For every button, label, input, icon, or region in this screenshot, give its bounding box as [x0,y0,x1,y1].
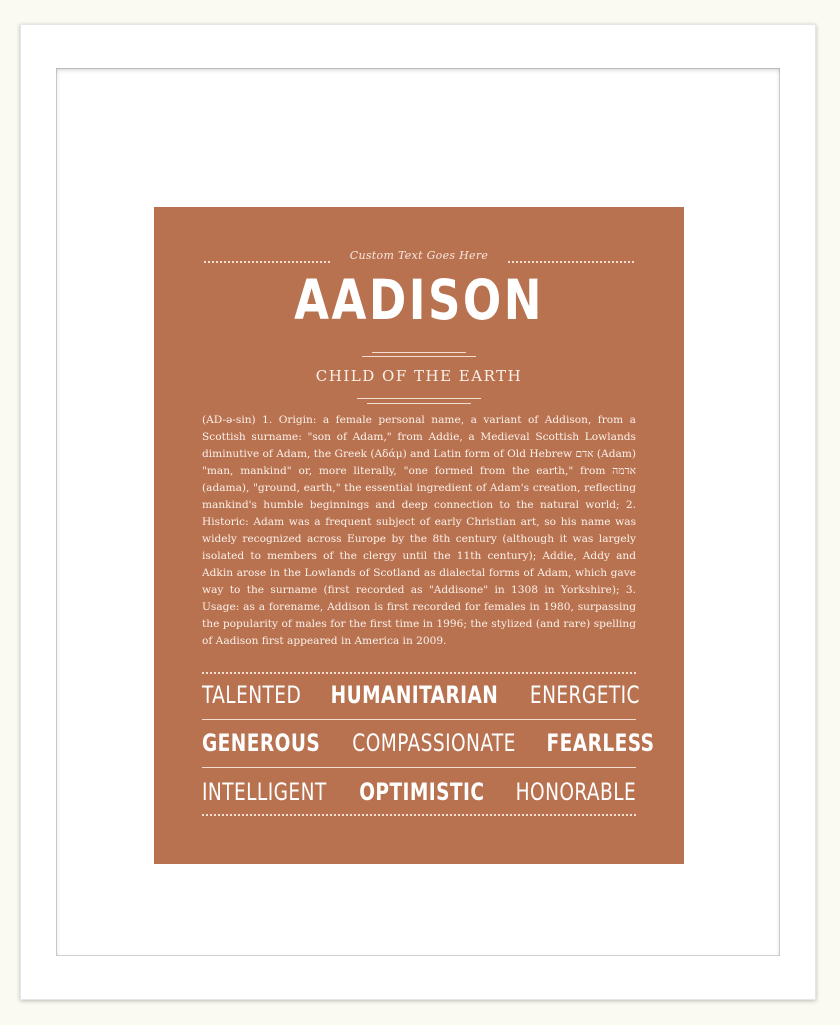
mat-board [56,68,780,956]
trait-word: TALENTED [202,681,302,709]
trait-separator [202,719,636,720]
dotted-divider-top [202,672,636,674]
name-print [154,207,684,864]
trait-word: INTELLIGENT [202,778,327,806]
custom-text: Custom Text Goes Here [349,249,489,262]
trait-word: COMPASSIONATE [352,729,517,757]
trait-word-bold: HUMANITARIAN [331,681,499,709]
dotted-divider-bottom [202,814,636,816]
rule-above-meaning-2 [362,356,476,357]
trait-row [202,729,655,765]
name-meaning: CHILD OF THE EARTH [315,367,523,385]
trait-separator [202,767,636,768]
dotted-divider-right [508,261,634,263]
trait-word-bold: FEARLESS [547,729,655,757]
rule-below-meaning-2 [367,403,471,404]
trait-row [202,681,641,717]
trait-word-bold: GENEROUS [202,729,321,757]
trait-word: ENERGETIC [530,681,641,709]
name-definition: (AD-ə-sin) 1. Origin: a female personal name, a variant of Addison, from a Scottish surname: "son of Adam," from Addie, a Medieval Scottish Lowlands diminutive of Adam, the Greek (Αδάμ) and Latin form of Old Hebrew אדם (Adam) "man, mankind" or, more literally, "one formed from the earth," from אדמה (adama), "ground, earth," the essential ingredient of Adam's creation, reflecting mankind's humble beginnings and deep connection to the natural world; 2. Historic: Adam was a frequent subject of early Christian art, so his name was widely recognized across Europe by the 8th century (although it was largely isolated to members of the clergy until the 11th century); Addie, Addy and Adkin arose in the Lowlands of Scotland as dialectal forms of Adam, which gave way to the surname (first recorded as "Addisone" in 1308 in Yorkshire); 3. Usage: as a forename, Addison is first recorded for females in 1980, surpassing the popularity of males for the first time in 1996; the stylized (and rare) spelling of Aadison first appeared in America in 2009. [202,414,636,647]
rule-below-meaning-1 [357,398,481,399]
custom-text-row [204,249,634,269]
picture-frame [20,24,816,1000]
trait-row [202,778,636,814]
rule-above-meaning-1 [372,352,466,353]
trait-word: HONORABLE [515,778,636,806]
name-title: AADISON [294,268,544,332]
trait-word-bold: OPTIMISTIC [358,778,485,806]
